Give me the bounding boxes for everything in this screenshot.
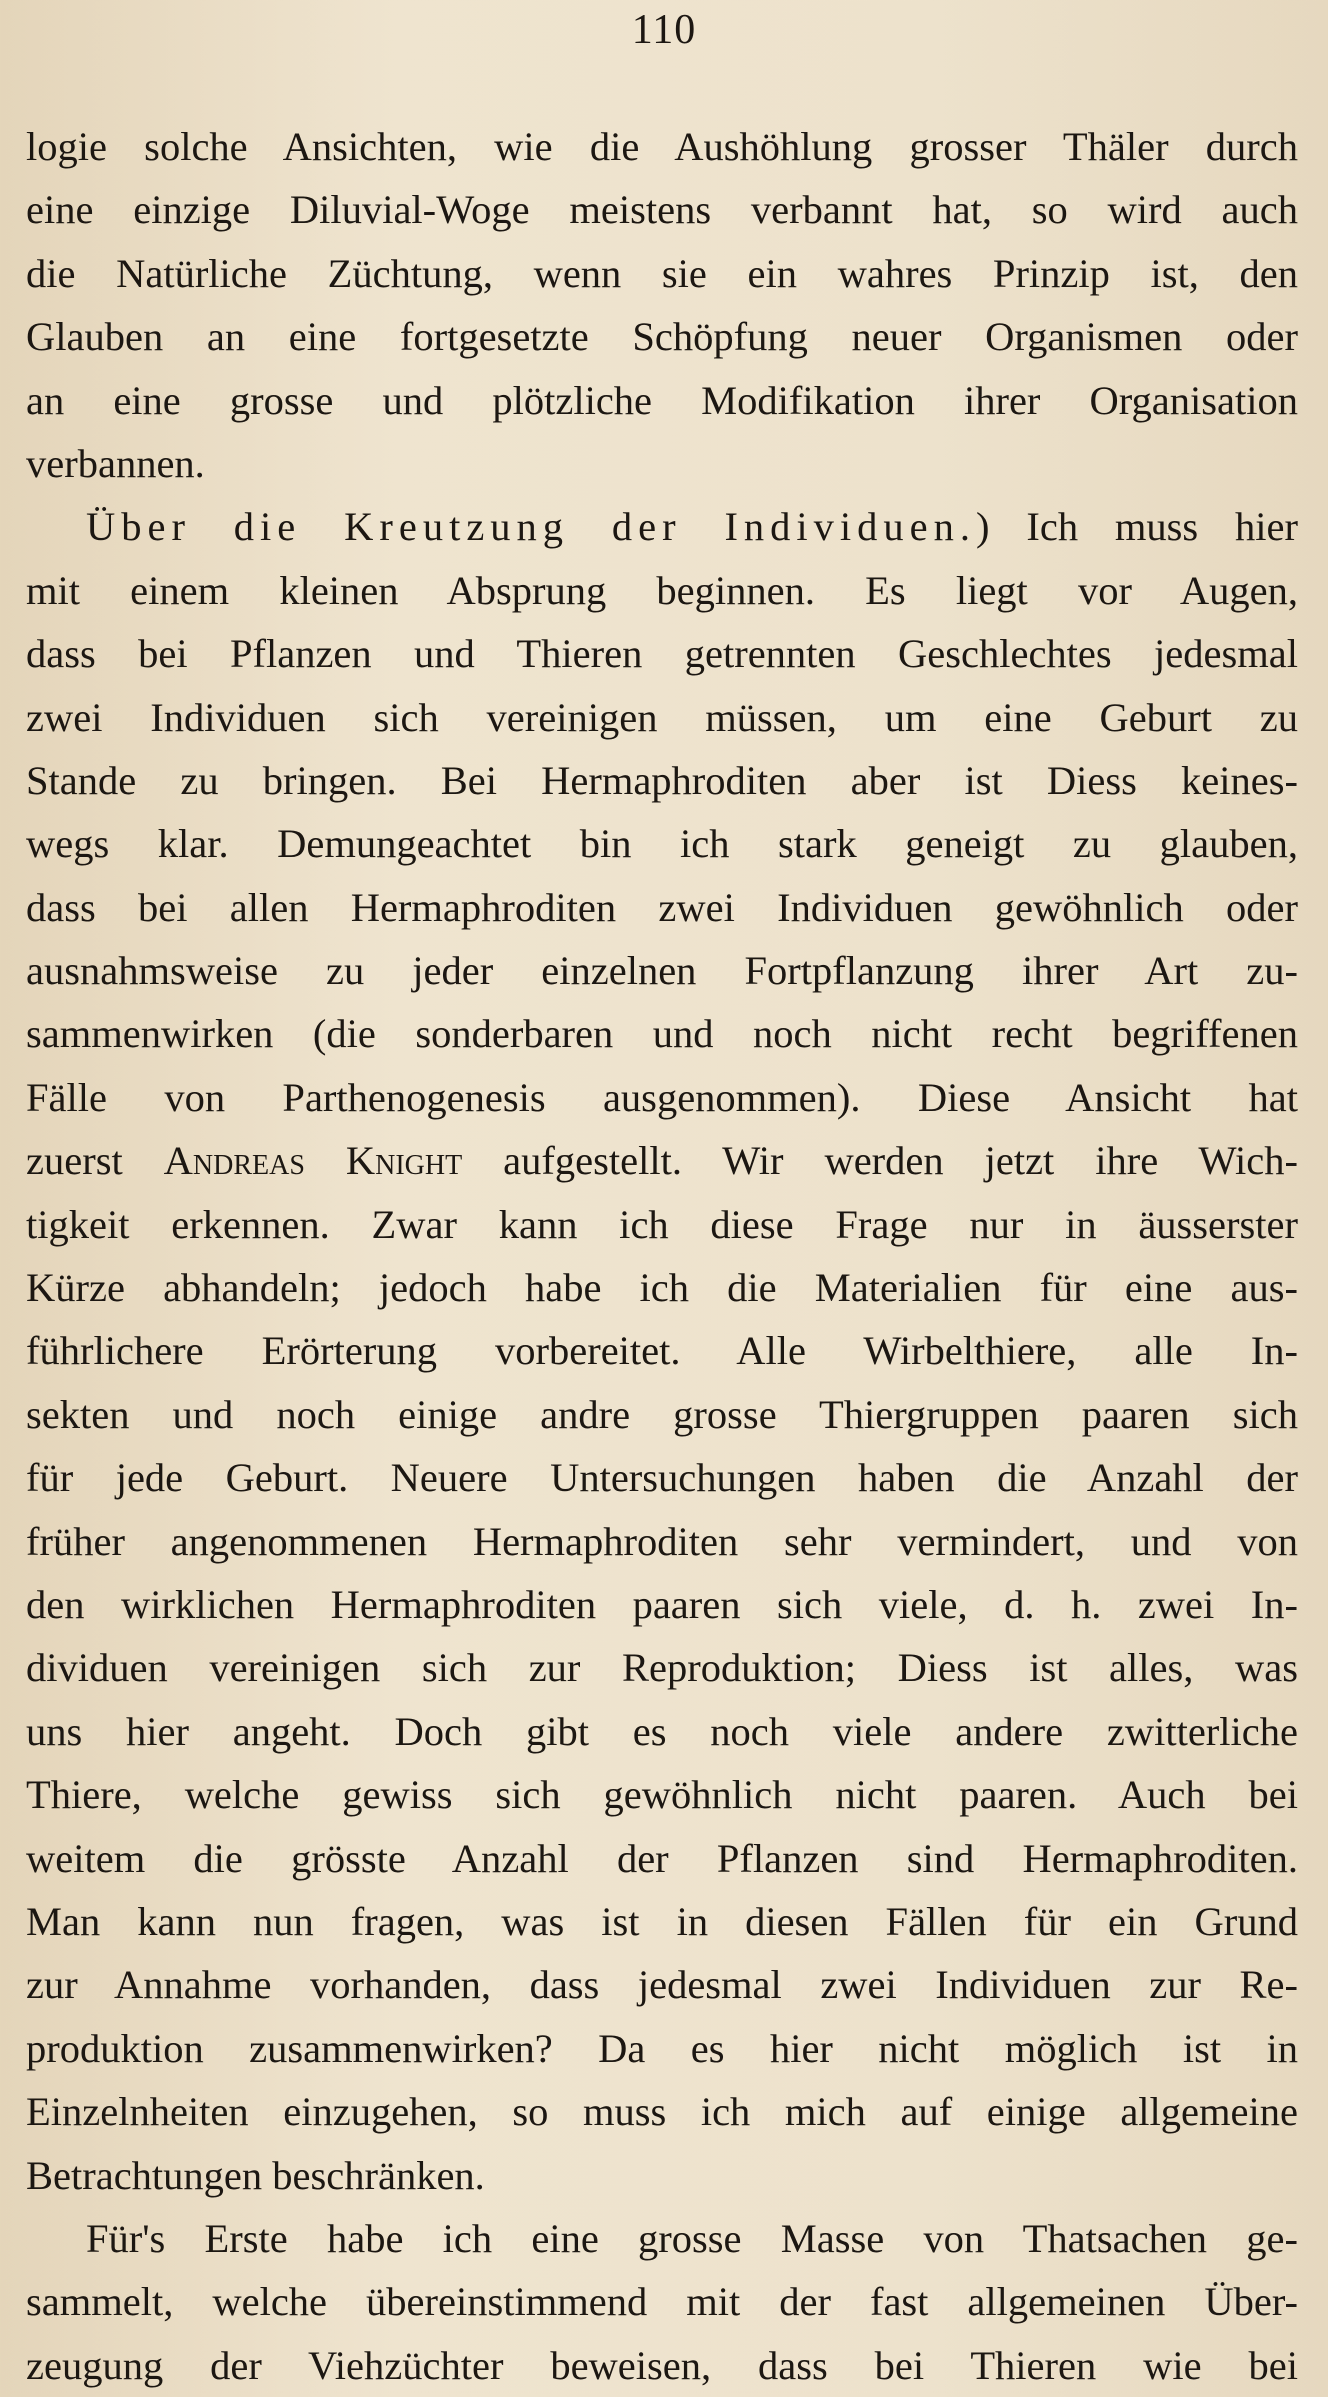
line-text: Thiere, welche gewiss sich gewöhnlich nicht paaren. Auch bei xyxy=(26,1772,1298,1818)
text-line xyxy=(26,1953,1298,2016)
text-line xyxy=(26,1636,1298,1699)
line-text: ausnahmsweise zu jeder einzelnen Fortpflanzung ihrer Art zu- xyxy=(26,948,1298,994)
line-text: an eine grosse und plötzliche Modifikation ihrer Organisation xyxy=(26,377,1298,423)
line-text: Stande zu bringen. Bei Hermaphroditen aber ist Diess keines- xyxy=(26,757,1298,803)
text-line xyxy=(26,1256,1298,1319)
line-text: führlichere Erörterung vorbereitet. Alle Wirbelthiere, alle In- xyxy=(26,1328,1298,1374)
text-line xyxy=(26,2080,1298,2143)
text-line xyxy=(26,1193,1298,1256)
text-line xyxy=(26,1129,1298,1192)
text-line xyxy=(26,1700,1298,1763)
page-number: 110 xyxy=(631,7,697,53)
text-line xyxy=(26,305,1298,368)
line-text: Glauben an eine fortgesetzte Schöpfung neuer Organismen oder xyxy=(26,314,1298,360)
line-text: tigkeit erkennen. Zwar kann ich diese Frage nur in äusserster xyxy=(26,1201,1298,1247)
text-line xyxy=(26,2144,1298,2207)
body-text xyxy=(26,115,1298,2397)
text-line xyxy=(26,1763,1298,1826)
text-line xyxy=(26,1002,1298,1065)
author-name-smallcaps: Andreas Knight xyxy=(163,1138,463,1184)
text-line xyxy=(26,559,1298,622)
line-text: ) Ich muss hier xyxy=(976,504,1298,550)
text-line xyxy=(26,1446,1298,1509)
line-text: sammelt, welche übereinstimmend mit der fast allgemeinen Über- xyxy=(26,2279,1298,2325)
line-text: früher angenommenen Hermaphroditen sehr vermindert, und von xyxy=(26,1518,1298,1564)
text-line xyxy=(26,876,1298,939)
line-text: eine einzige Diluvial-Woge meistens verbannt hat, so wird auch xyxy=(26,187,1298,233)
text-line xyxy=(26,495,1298,558)
line-text: produktion zusammenwirken? Da es hier nicht möglich ist in xyxy=(26,2025,1298,2071)
text-line xyxy=(26,1573,1298,1636)
line-text: Betrachtungen beschränken. xyxy=(26,2152,485,2198)
text-line xyxy=(26,622,1298,685)
line-text: zeugung der Viehzüchter beweisen, dass bei Thieren wie bei xyxy=(26,2342,1298,2388)
text-line xyxy=(26,178,1298,241)
line-text: die Natürliche Züchtung, wenn sie ein wahres Prinzip ist, den xyxy=(26,250,1298,296)
line-text: dividuen vereinigen sich zur Reproduktion; Diess ist alles, was xyxy=(26,1645,1298,1691)
line-text: den wirklichen Hermaphroditen paaren sich viele, d. h. zwei In- xyxy=(26,1581,1298,1627)
text-line xyxy=(26,1510,1298,1573)
line-text: sammenwirken (die sonderbaren und noch nicht recht begriffenen xyxy=(26,1011,1298,1057)
line-text: mit einem kleinen Absprung beginnen. Es liegt vor Augen, xyxy=(26,567,1298,613)
line-text: logie solche Ansichten, wie die Aushöhlung grosser Thäler durch xyxy=(26,124,1298,169)
line-text: Einzelnheiten einzugehen, so muss ich mich auf einige allgemeine xyxy=(26,2089,1298,2135)
text-line xyxy=(26,115,1298,178)
line-text: sekten und noch einige andre grosse Thiergruppen paaren sich xyxy=(26,1391,1298,1437)
text-line xyxy=(26,369,1298,432)
line-text: Man kann nun fragen, was ist in diesen Fällen für ein Grund xyxy=(26,1898,1298,1944)
line-text: aufgestellt. Wir werden jetzt ihre Wich- xyxy=(462,1138,1298,1184)
line-text: für jede Geburt. Neuere Untersuchungen haben die Anzahl der xyxy=(26,1455,1298,1501)
text-line xyxy=(26,2334,1298,2397)
text-line xyxy=(26,2017,1298,2080)
line-prefix: zuerst xyxy=(26,1138,164,1184)
line-text: weitem die grösste Anzahl der Pflanzen sind Hermaphroditen. xyxy=(26,1835,1298,1881)
text-line xyxy=(26,242,1298,305)
text-line xyxy=(26,432,1298,495)
line-text: wegs klar. Demungeachtet bin ich stark geneigt zu glauben, xyxy=(26,821,1298,867)
section-heading-spaced: Über die Kreutzung der Individuen. xyxy=(86,504,977,550)
text-line xyxy=(26,1383,1298,1446)
line-text: verbannen. xyxy=(26,440,205,486)
text-line xyxy=(26,1066,1298,1129)
line-text: dass bei allen Hermaphroditen zwei Individuen gewöhnlich oder xyxy=(26,884,1298,930)
text-line xyxy=(26,1890,1298,1953)
text-line xyxy=(26,1827,1298,1890)
text-line xyxy=(26,939,1298,1002)
line-text: Fälle von Parthenogenesis ausgenommen). Diese Ansicht hat xyxy=(26,1074,1298,1120)
text-line xyxy=(26,686,1298,749)
text-line xyxy=(26,812,1298,875)
text-line xyxy=(26,749,1298,812)
line-text: Für's Erste habe ich eine grosse Masse von Thatsachen ge- xyxy=(86,2215,1298,2261)
line-text: Kürze abhandeln; jedoch habe ich die Materialien für eine aus- xyxy=(26,1265,1298,1311)
text-line xyxy=(26,1319,1298,1382)
line-text: dass bei Pflanzen und Thieren getrennten Geschlechtes jedesmal xyxy=(26,631,1298,677)
line-text: zwei Individuen sich vereinigen müssen, um eine Geburt zu xyxy=(26,694,1298,740)
line-text: zur Annahme vorhanden, dass jedesmal zwei Individuen zur Re- xyxy=(26,1962,1298,2008)
text-line xyxy=(26,2207,1298,2270)
line-text: uns hier angeht. Doch gibt es noch viele andere zwitterliche xyxy=(26,1708,1298,1754)
text-line xyxy=(26,2270,1298,2333)
